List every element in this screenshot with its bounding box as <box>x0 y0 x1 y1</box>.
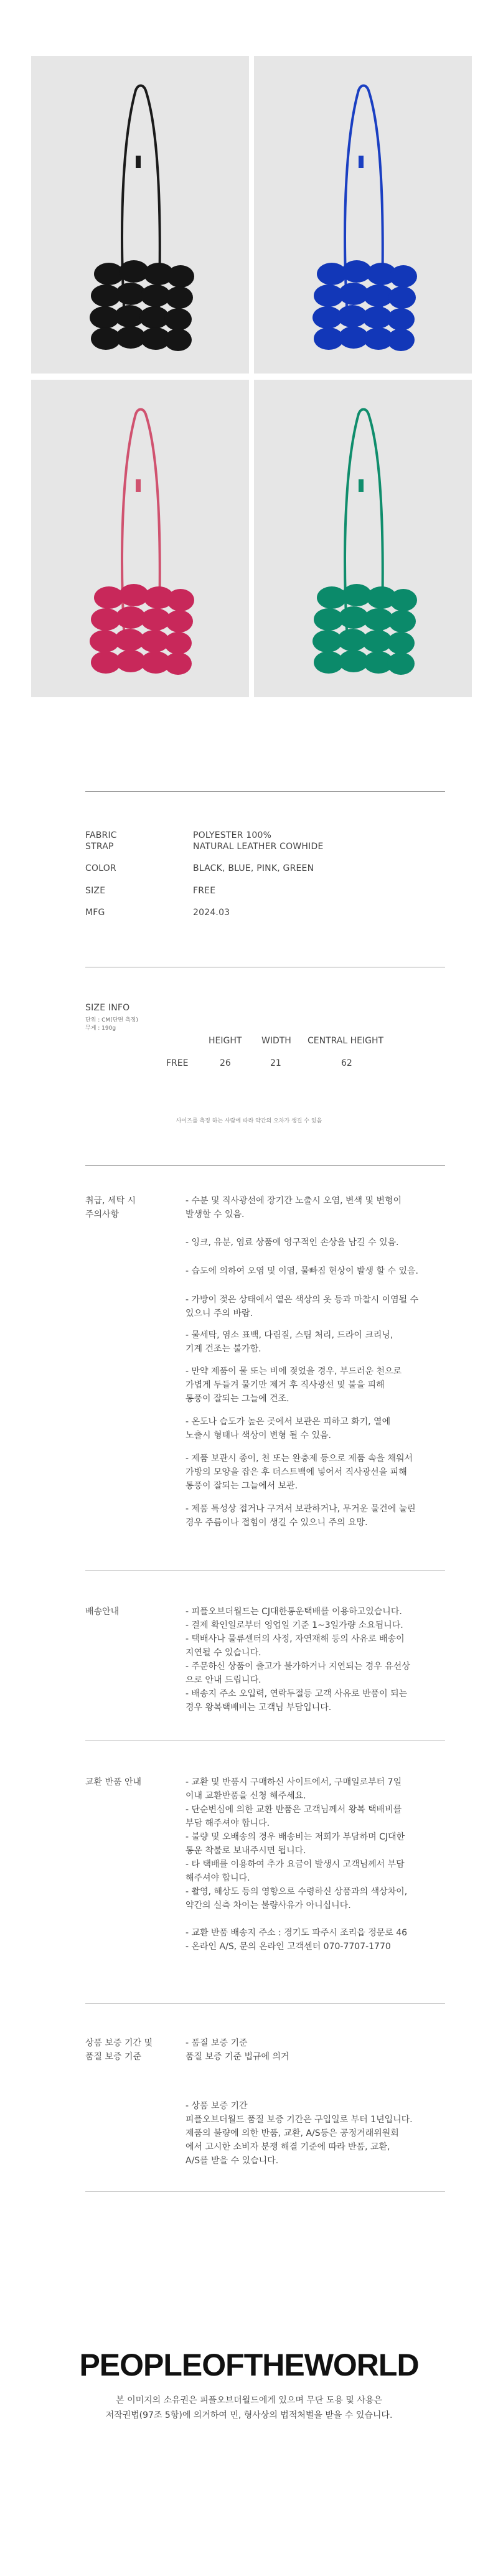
size-row-label: FREE <box>166 1058 189 1068</box>
care-item: - 가방이 젖은 상태에서 옅은 색상의 옷 등과 마찰시 이염될 수 있으니 주의 바람. <box>186 1295 419 1319</box>
mfg-value: 2024.03 <box>193 908 230 918</box>
care-item: - 잉크, 유분, 염료 상품에 영구적인 손상을 남길 수 있음. <box>186 1238 399 1248</box>
bag-image <box>254 56 472 374</box>
pink-bag-photo <box>31 380 249 697</box>
exchange-text: - 교환 및 반품시 구매하신 사이트에서, 구매일로부터 7일 이내 교환반품을 신청 해주세요. - 단순변심에 의한 교환 반품은 고객님께서 왕복 택배비를 부담 해주셔야 합니다. - 불량 및 오배송의 경우 배송비는 저희가 부담하며 CJ대한 통운 착불로 보내주시면 됩니다. - 타 택배를 이용하여 추가 요금이 발생시 고객님께서 부담 해주셔야 합니다. - 촬영, 해상도 등의 영향으로 수령하신 상품과의 색상차이, 약간의 실측 차이는 불량사유가 아니십니다. - 교환 반품 배송지 주소 : 경기도 파주시 조리읍 정문로 46 - 온라인 A/S, 문의 온라인 고객센터 070-7707-1770 <box>186 1777 408 1952</box>
divider <box>85 2191 445 2192</box>
exchange-title: 교환 반품 안내 <box>85 1777 142 1787</box>
divider <box>85 1740 445 1741</box>
care-item: - 만약 제품이 물 또는 비에 젖었을 경우, 부드러운 천으로 가볍게 두들겨 물기만 제거 후 직사광선 및 불을 피해 통풍이 잘되는 그늘에 건조. <box>186 1366 402 1404</box>
strap-value: NATURAL LEATHER COWHIDE <box>193 842 324 852</box>
size-weight-note: 무게 : 190g <box>85 1025 116 1032</box>
size-header-central-height: CENTRAL HEIGHT <box>308 1036 384 1046</box>
care-item: - 물세탁, 염소 표백, 다림질, 스팀 처리, 드라이 크리닝, 기계 건조는 불가함. <box>186 1330 393 1354</box>
divider <box>85 1165 445 1166</box>
black-bag-photo <box>31 56 249 374</box>
care-item: - 습도에 의하여 오염 및 이염, 물빠짐 현상이 발생 할 수 있음. <box>186 1266 418 1276</box>
care-item: - 수분 및 직사광선에 장기간 노출시 오염, 변색 및 변형이 발생할 수 있음. <box>186 1196 402 1220</box>
care-item: - 온도나 습도가 높은 곳에서 보관은 피하고 화기, 열에 노출시 형태나 색상이 변형 될 수 있음. <box>186 1417 391 1441</box>
divider <box>85 791 445 792</box>
size-value-central-height: 62 <box>341 1058 352 1068</box>
bag-image <box>31 56 249 374</box>
mfg-label: MFG <box>85 908 105 918</box>
fabric-value: POLYESTER 100% <box>193 830 272 840</box>
shipping-title: 배송안내 <box>85 1607 120 1617</box>
care-item: - 제품 보관시 종이, 천 또는 완충제 등으로 제품 속을 채워서 가방의 모양을 잡은 후 더스트백에 넣어서 직사광선을 피해 통풍이 잘되는 그늘에서 보관. <box>186 1454 413 1491</box>
size-header-height: HEIGHT <box>209 1036 242 1046</box>
warranty-period: - 상품 보증 기간 피플오브더월드 품질 보증 기간은 구입일로 부터 1년입니다. 제품의 불량에 의한 반품, 교환, A/S등은 공정거래위원회 에서 고시한 소비자 분쟁 해결 기준에 따라 반품, 교환, A/S를 받을 수 있습니다. <box>186 2101 413 2166</box>
warranty-title: 상품 보증 기간 및 품질 보증 기준 <box>85 2038 153 2062</box>
brand-logo: PEOPLEOFTHEWORLD <box>79 2348 419 2382</box>
shipping-text: - 피플오브더월드는 CJ대한통운택배를 이용하고있습니다. - 결제 확인일로부터 영업일 기준 1~3일가량 소요됩니다. - 택배사나 물류센터의 사정, 자연재해 등의 사유로 배송이 지연될 수 있습니다. - 주문하신 상품이 출고가 불가하거나 지연되는 경우 유선상 으로 안내 드립니다. - 배송지 주소 오입력, 연락두절등 고객 사유로 반품이 되는 경우 왕복택배비는 고객님 부담입니다. <box>186 1607 410 1713</box>
size-value-width: 21 <box>270 1058 281 1068</box>
size-header-width: WIDTH <box>261 1036 291 1046</box>
fabric-label: FABRIC <box>85 830 117 840</box>
warranty-standard: - 품질 보증 기준 품질 보증 기준 법규에 의거 <box>186 2038 289 2062</box>
bag-image <box>31 380 249 697</box>
size-value-height: 26 <box>220 1058 231 1068</box>
size-label: SIZE <box>85 886 106 896</box>
color-label: COLOR <box>85 863 116 873</box>
bag-image <box>254 380 472 697</box>
size-value: FREE <box>193 886 216 896</box>
size-info-title: SIZE INFO <box>85 1003 130 1013</box>
copyright-notice: 본 이미지의 소유권은 피플오브더월드에게 있으며 무단 도용 및 사용은 저작권법(97조 5항)에 의거하여 민, 형사상의 법적처벌을 받을 수 있습니다. <box>105 2395 393 2420</box>
divider <box>85 1570 445 1571</box>
green-bag-photo <box>254 380 472 697</box>
divider <box>85 2003 445 2004</box>
blue-bag-photo <box>254 56 472 374</box>
color-value: BLACK, BLUE, PINK, GREEN <box>193 863 314 873</box>
care-title: 취급, 세탁 시 주의사항 <box>85 1196 136 1220</box>
measure-note: 사이즈를 측정 하는 사람에 따라 약간의 오차가 생길 수 있음 <box>176 1118 322 1124</box>
strap-label: STRAP <box>85 842 114 852</box>
care-item: - 제품 특성상 접거나 구겨서 보관하거나, 무거운 물건에 눌린 경우 주름이나 접힘이 생길 수 있으니 주의 요망. <box>186 1504 416 1528</box>
size-unit-note: 단위 : CM(단면 측정) <box>85 1017 138 1023</box>
